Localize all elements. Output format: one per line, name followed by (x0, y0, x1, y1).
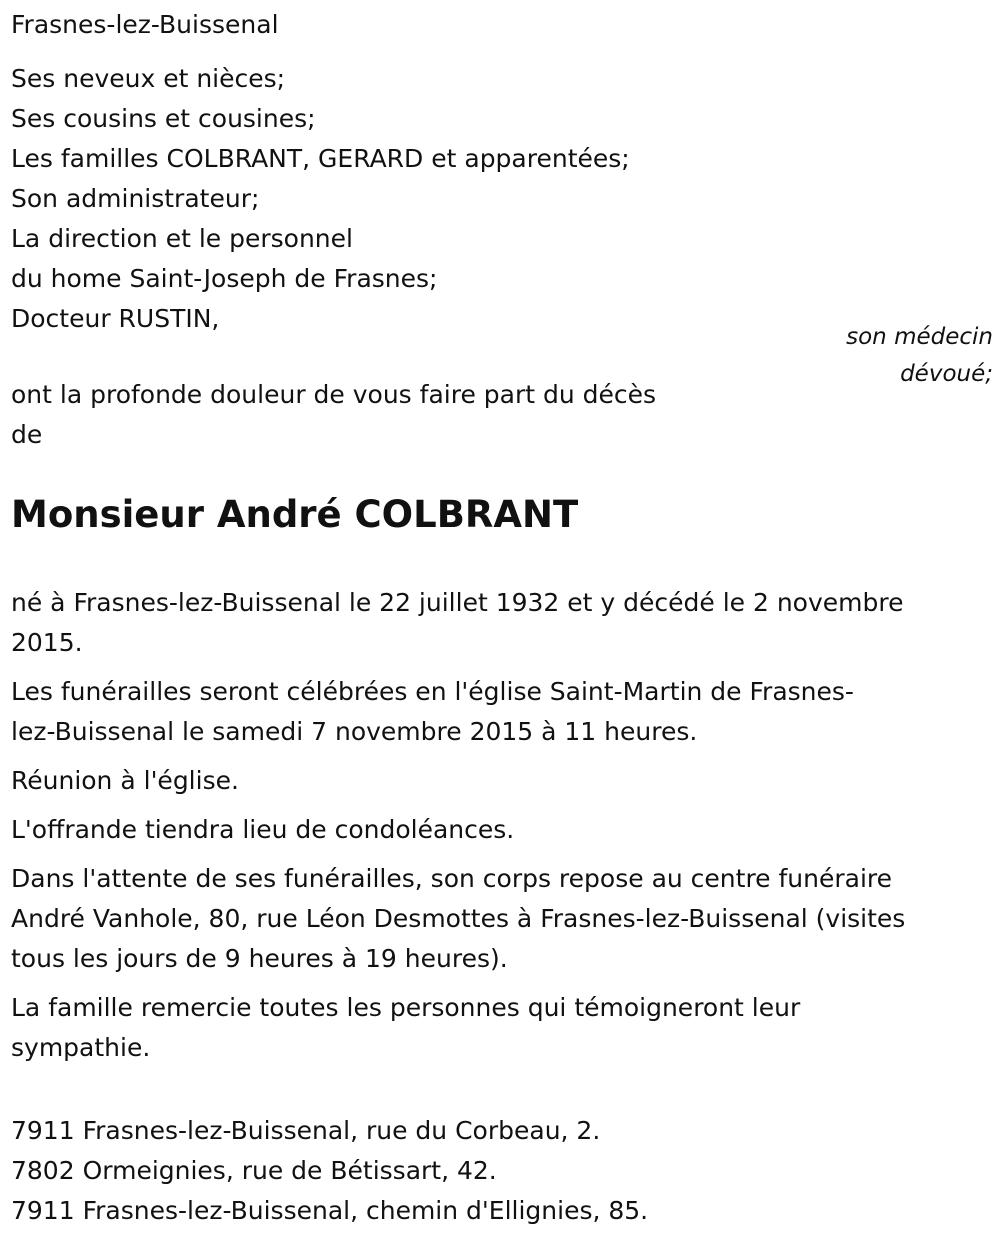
meeting-paragraph (11, 761, 905, 801)
paragraph-line: tous les jours de 9 heures à 19 heures). (11, 944, 508, 973)
paragraph-line: La famille remercie toutes les personnes qui témoigneront leur (11, 993, 801, 1022)
paragraph-line: lez-Buissenal le samedi 7 novembre 2015 à 11 heures. (11, 717, 698, 746)
mourner-line: Son administrateur; (11, 184, 260, 213)
address-line: 7911 Frasnes-lez-Buissenal, rue du Corbeau, 2. (11, 1116, 601, 1145)
paragraph-line: 2015. (11, 628, 83, 657)
paragraph-line: Dans l'attente de ses funérailles, son corps repose au centre funéraire (11, 864, 893, 893)
mourners-list (11, 59, 630, 339)
mourner-line: Ses neveux et nièces; (11, 64, 286, 93)
mourner-line: Ses cousins et cousines; (11, 104, 316, 133)
address-line: 7802 Ormeignies, rue de Bétissart, 42. (11, 1156, 497, 1185)
paragraph-line: sympathie. (11, 1033, 151, 1062)
address-line: 7911 Frasnes-lez-Buissenal, chemin d'Ellignies, 85. (11, 1196, 649, 1225)
header-place: Frasnes-lez-Buissenal (11, 10, 279, 39)
details (11, 583, 905, 1068)
paragraph-line: né à Frasnes-lez-Buissenal le 22 juillet 1932 et y décédé le 2 novembre (11, 588, 904, 617)
repose-paragraph (11, 859, 905, 979)
doctor-note-line2: dévoué; (900, 361, 993, 387)
deceased-name: Monsieur André COLBRANT (11, 493, 579, 536)
offering-paragraph (11, 810, 905, 850)
funeral-paragraph (11, 672, 905, 752)
announcement-line2: de (11, 420, 43, 449)
announcement (11, 375, 656, 455)
addresses-list (11, 1111, 648, 1231)
paragraph-line: Les funérailles seront célébrées en l'église Saint-Martin de Frasnes- (11, 677, 854, 706)
paragraph-line: L'offrande tiendra lieu de condoléances. (11, 815, 515, 844)
mourner-line: Les familles COLBRANT, GERARD et apparentées; (11, 144, 630, 173)
doctor-note-line1: son médecin (846, 324, 993, 350)
mourner-line: Docteur RUSTIN, (11, 304, 220, 333)
mourner-line: du home Saint-Joseph de Frasnes; (11, 264, 438, 293)
paragraph-line: Réunion à l'église. (11, 766, 239, 795)
doctor-note (846, 319, 993, 393)
paragraph-line: André Vanhole, 80, rue Léon Desmottes à Frasnes-lez-Buissenal (visites (11, 904, 906, 933)
announcement-line1: ont la profonde douleur de vous faire part du décès (11, 380, 657, 409)
thanks-paragraph (11, 988, 905, 1068)
mourner-line: La direction et le personnel (11, 224, 353, 253)
birth-death-paragraph (11, 583, 905, 663)
